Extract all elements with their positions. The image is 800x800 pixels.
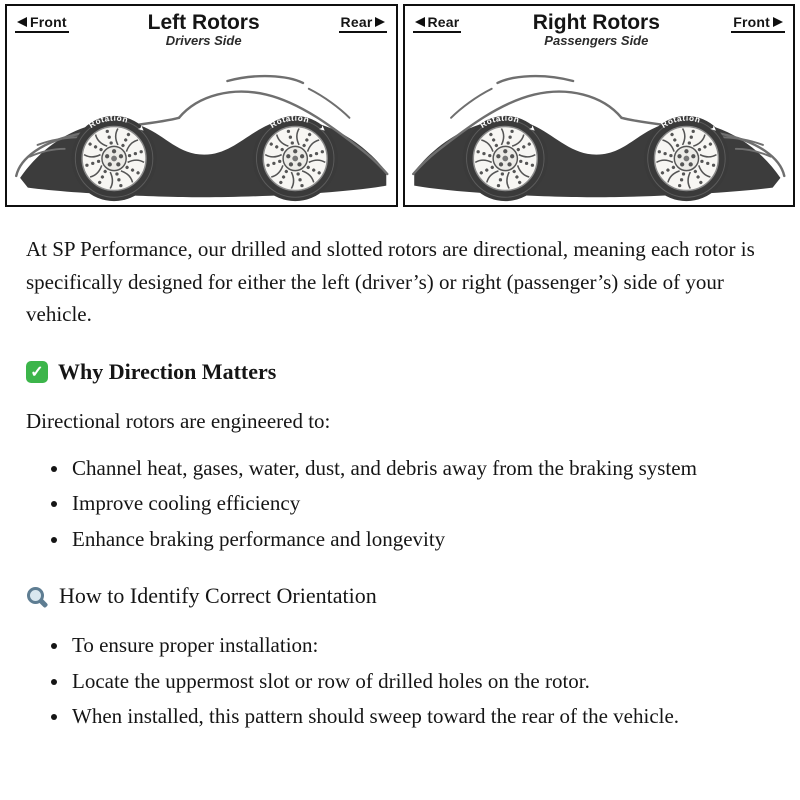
panel-subtitle: Passengers Side bbox=[544, 33, 649, 49]
section-lead: Directional rotors are engineered to: bbox=[26, 409, 331, 434]
left-rotors-panel bbox=[5, 4, 398, 207]
right-arrow-icon bbox=[375, 17, 385, 27]
heading-text: How to Identify Correct Orientation bbox=[59, 583, 377, 609]
rotation-label: Rotation bbox=[659, 114, 702, 131]
rotor-direction-diagram bbox=[0, 0, 800, 209]
rotation-arrow-icon: ➤ bbox=[317, 123, 329, 135]
rotation-label: Rotation bbox=[478, 114, 521, 131]
panel-title: Right Rotors bbox=[532, 11, 660, 34]
list-item: • Improve cooling efficiency bbox=[70, 487, 774, 520]
left-panel-header bbox=[7, 6, 396, 48]
orientation-list bbox=[26, 629, 774, 733]
heading-text: Why Direction Matters bbox=[58, 359, 277, 385]
list-item: • Channel heat, gases, water, dust, and debris away from the braking system bbox=[70, 452, 774, 485]
list-item: • Locate the uppermost slot or row of drilled holes on the rotor. bbox=[70, 665, 774, 698]
rotation-label: Rotation bbox=[268, 114, 311, 131]
left-arrow-icon bbox=[415, 17, 425, 27]
rotation-arrow-icon: ➤ bbox=[526, 123, 538, 135]
rotation-label: Rotation bbox=[87, 114, 130, 131]
check-emoji-icon bbox=[26, 361, 48, 383]
left-arrow-icon bbox=[17, 17, 27, 27]
direction-text: Rear bbox=[427, 14, 460, 30]
rear-direction-label bbox=[413, 13, 462, 33]
car-body-left bbox=[16, 76, 387, 201]
left-panel-title-block bbox=[148, 11, 260, 48]
rear-direction-label bbox=[339, 13, 388, 33]
magnifying-glass-emoji-icon bbox=[26, 585, 49, 608]
direction-text: Rear bbox=[340, 14, 373, 30]
right-arrow-icon bbox=[773, 17, 783, 27]
right-panel-header bbox=[405, 6, 794, 48]
list-item: • Enhance braking performance and longevity bbox=[70, 523, 774, 556]
front-direction-label bbox=[731, 13, 785, 33]
panel-subtitle: Drivers Side bbox=[165, 33, 242, 49]
direction-text: Front bbox=[30, 14, 67, 30]
panel-title: Left Rotors bbox=[147, 11, 260, 34]
benefits-list bbox=[26, 452, 774, 556]
right-car-illustration bbox=[405, 50, 794, 205]
article-body bbox=[0, 209, 800, 772]
list-item: • To ensure proper installation: bbox=[70, 629, 774, 662]
section-heading-identify-orientation bbox=[26, 583, 774, 609]
front-direction-label bbox=[15, 13, 69, 33]
right-panel-title-block bbox=[533, 11, 660, 48]
car-body-right bbox=[413, 76, 784, 201]
direction-text: Front bbox=[733, 14, 770, 30]
rotation-arrow-icon: ➤ bbox=[136, 123, 147, 135]
list-item: • When installed, this pattern should sweep toward the rear of the vehicle. bbox=[70, 700, 774, 733]
rotation-arrow-icon: ➤ bbox=[707, 123, 719, 135]
right-rotors-panel bbox=[403, 4, 796, 207]
intro-paragraph: At SP Performance, our drilled and slotted rotors are directional, meaning each rotor is specifically designed for either the left (driver’s) or right (passenger’s) side of your vehicle. bbox=[26, 237, 755, 327]
left-car-illustration bbox=[7, 50, 396, 205]
section-heading-why-direction-matters bbox=[26, 359, 774, 385]
